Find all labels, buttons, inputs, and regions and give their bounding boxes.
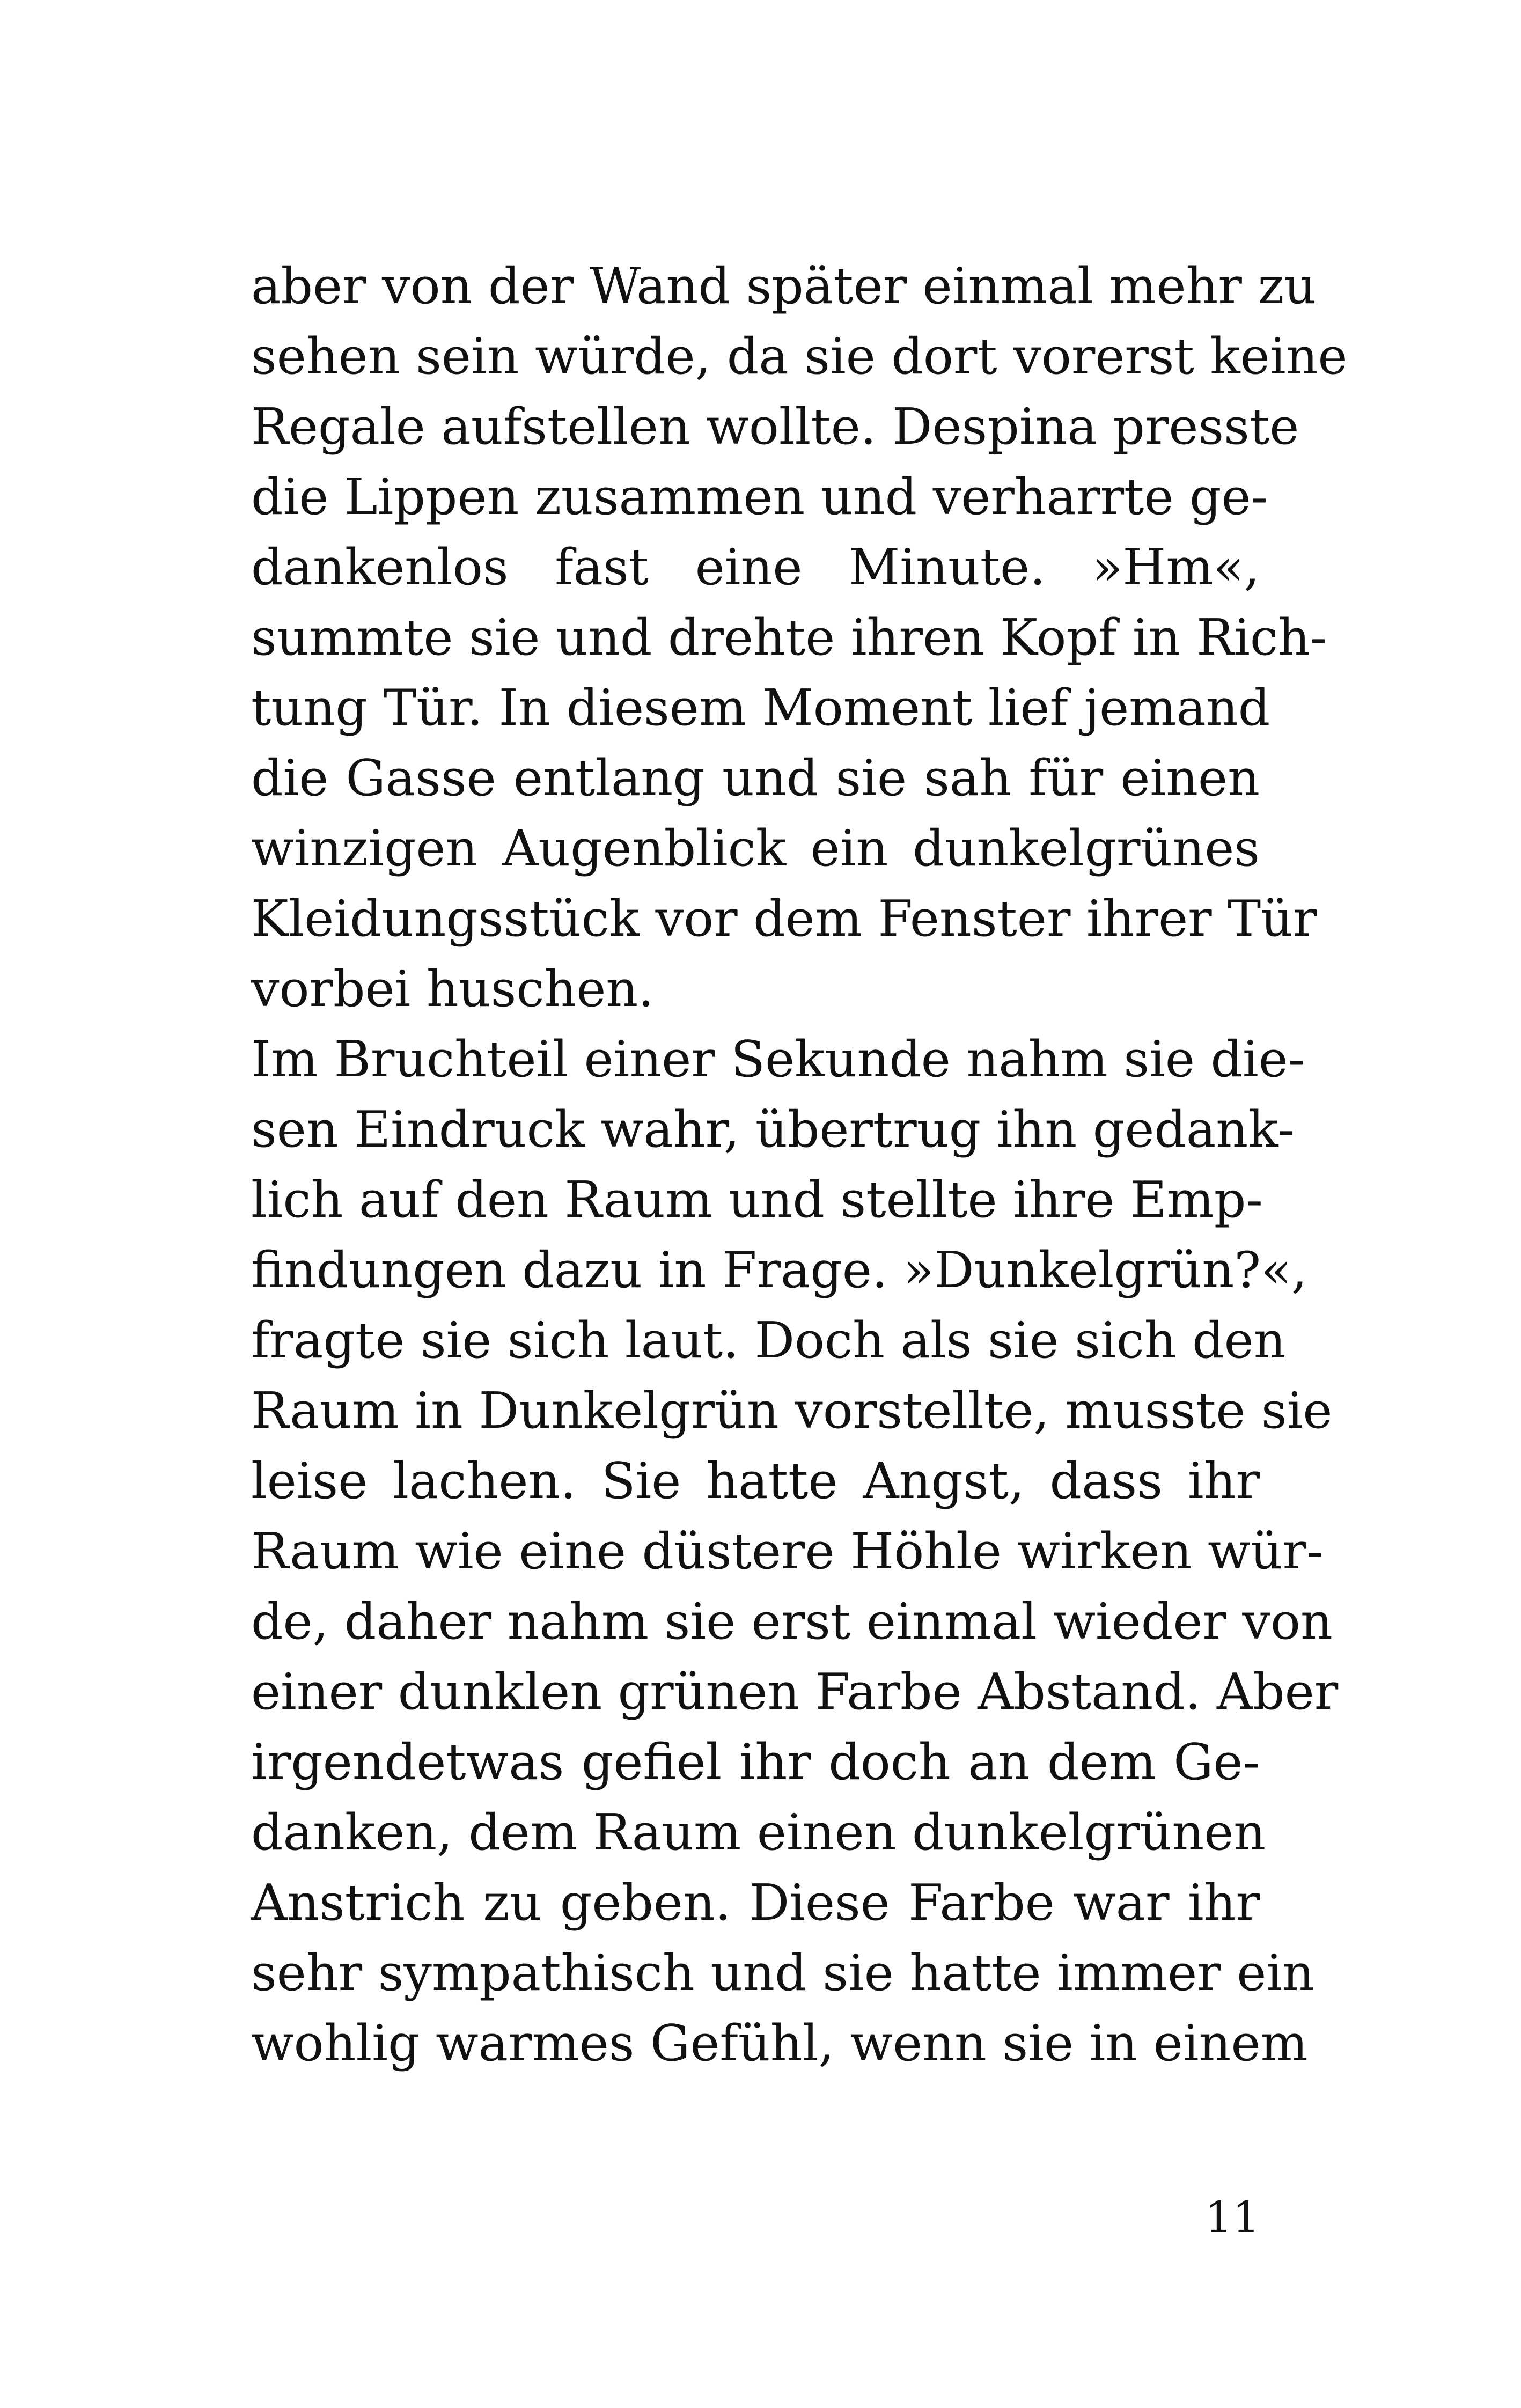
text-line: wohlig warmes Gefühl, wenn sie in einem (251, 2014, 1308, 2072)
text-line: vorbei huschen. (251, 960, 654, 1018)
text-line: leise lachen. Sie hatte Angst, dass ihr (251, 1452, 1260, 1510)
text-line: Kleidungsstück vor dem Fenster ihrer Tür (251, 890, 1317, 948)
text-line: Anstrich zu geben. Diese Farbe war ihr (251, 1874, 1260, 1932)
text-line: sen Eindruck wahr, übertrug ihn gedank- (251, 1100, 1295, 1158)
page-number: 11 (1205, 2192, 1260, 2242)
text-line: dankenlos fast eine Minute. »Hm«, (251, 538, 1260, 596)
text-line: fragte sie sich laut. Doch als sie sich den (251, 1311, 1286, 1369)
text-line: die Gasse entlang und sie sah für einen (251, 749, 1260, 807)
text-line: findungen dazu in Frage. »Dunkelgrün?«, (251, 1241, 1307, 1299)
text-line: de, daher nahm sie erst einmal wieder von (251, 1592, 1333, 1650)
text-line: lich auf den Raum und stellte ihre Emp- (251, 1171, 1263, 1229)
text-line: Regale aufstellen wollte. Despina presste (251, 398, 1299, 456)
text-line: die Lippen zusammen und verharrte ge- (251, 468, 1268, 526)
text-line: summte sie und drehte ihren Kopf in Rich- (251, 608, 1327, 666)
text-line: aber von der Wand später einmal mehr zu (251, 257, 1317, 315)
text-line: winzigen Augenblick ein dunkelgrünes (251, 819, 1260, 877)
text-line: irgendetwas gefiel ihr doch an dem Ge- (251, 1733, 1260, 1791)
text-line: danken, dem Raum einen dunkelgrünen (251, 1803, 1266, 1861)
body-text (251, 251, 1348, 2079)
text-line: sehr sympathisch und sie hatte immer ein (251, 1944, 1314, 2002)
text-line: Raum wie eine düstere Höhle wirken wür- (251, 1522, 1324, 1580)
text-line: Raum in Dunkelgrün vorstellte, musste sie (251, 1382, 1333, 1440)
text-line: einer dunklen grünen Farbe Abstand. Aber (251, 1663, 1339, 1721)
text-line: tung Tür. In diesem Moment lief jemand (251, 679, 1270, 737)
text-line: sehen sein würde, da sie dort vorerst keine (251, 327, 1348, 385)
text-line: Im Bruchteil einer Sekunde nahm sie die- (251, 1030, 1305, 1088)
